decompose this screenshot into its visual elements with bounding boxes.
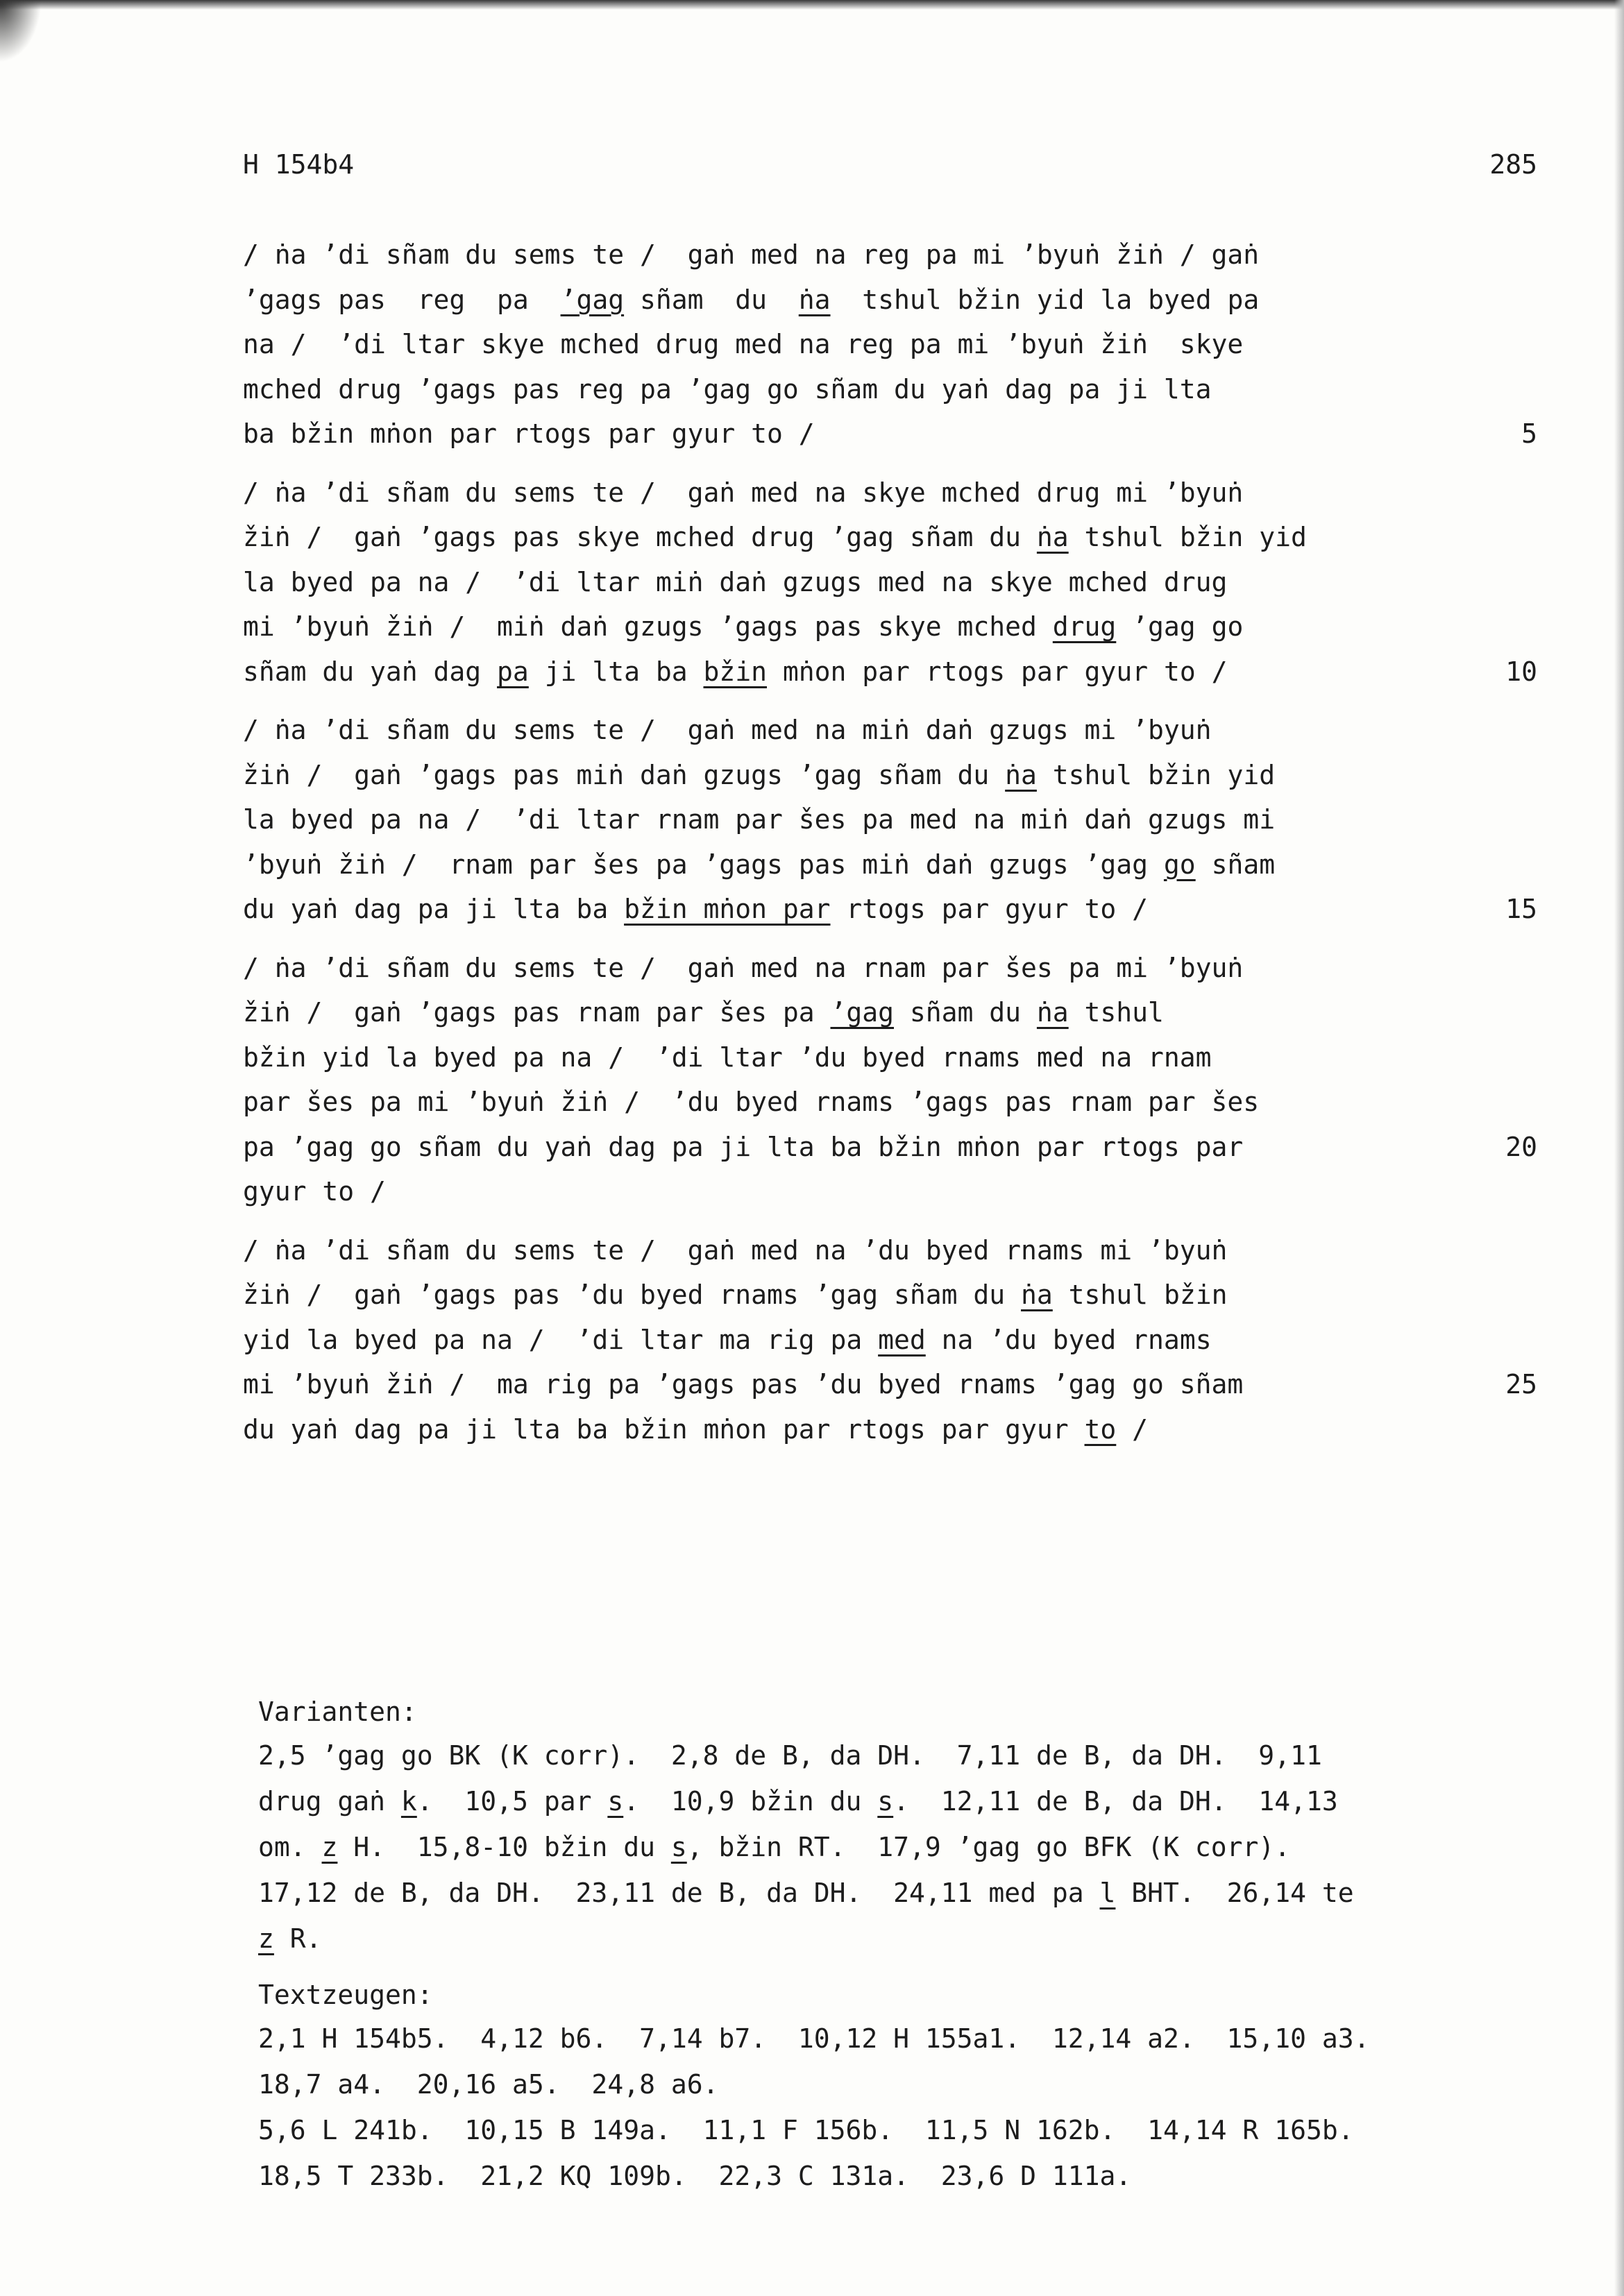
text-segment: / ṅa ’di sñam du sems te / gaṅ med na reg pa mi ’byuṅ žiṅ / gaṅ [243,239,1260,270]
text-segment: bžin yid la byed pa na / ’di ltar ’du byed rnams med na rnam [243,1041,1212,1073]
text-segment: mched drug ’gags pas reg pa ’gag go sñam du yaṅ dag pa ji lta [243,373,1212,405]
text-segment: 2,5 ’gag go BK (K corr). 2,8 de B, da DH. 7,11 de B, da DH. 9,11 [258,1740,1322,1771]
text-segment: drug gaṅ [258,1786,401,1817]
text-segment: sñam du [624,284,799,315]
paragraph [243,1228,1537,1452]
text-segment: . 10,9 bžin du [623,1786,878,1817]
note-line [258,2061,1563,2107]
underlined-word: ṅa [1036,997,1069,1028]
underlined-word: s [607,1786,624,1817]
text-line [243,753,1492,798]
text-segment: rtogs par gyur to / [830,894,1149,924]
text-line [243,797,1492,842]
varianten-heading: Varianten: [258,1697,417,1727]
underlined-word: ’gag [830,997,894,1028]
text-segment: / ṅa ’di sñam du sems te / gaṅ med na miṅ daṅ gzugs mi ’byuṅ [243,715,1212,745]
underlined-word: go [1163,849,1196,880]
text-segment: sñam du yaṅ dag [243,656,498,687]
text-line [243,411,1537,457]
text-line [243,990,1492,1035]
text-segment: 5,6 L 241b. 10,15 B 149a. 11,1 F 156b. 11,5 N 162b. 14,14 R 165b. [258,2115,1354,2145]
scan-corner-shadow [0,0,42,62]
text-segment: yid la byed pa na / ’di ltar ma rig pa [243,1324,879,1355]
line-number: 15 [1505,894,1537,924]
text-segment: mi ’byuṅ žiṅ / ma rig pa ’gags pas ’du byed rnams ’gag go sñam [243,1369,1244,1400]
text-segment: R. [273,1923,322,1954]
underlined-word: z [258,1923,274,1954]
underlined-word: ṅa [1036,522,1069,552]
text-segment: sñam [1195,849,1276,880]
page-header [243,149,1537,191]
scan-edge-top [0,0,1624,10]
text-segment: na ’du byed rnams [925,1324,1212,1355]
note-line [258,1733,1563,1778]
text-line [243,470,1492,516]
underlined-word: to [1084,1413,1117,1445]
text-line [243,1228,1492,1273]
underlined-word: z [321,1832,338,1862]
text-segment: / ṅa ’di sñam du sems te / gaṅ med na rnam par šes pa mi ’byuṅ [243,952,1244,983]
text-segment: sñam du [894,997,1037,1028]
note-line [258,1778,1563,1824]
text-line [243,1362,1537,1407]
text-line [243,1318,1492,1363]
main-text [243,232,1537,1465]
text-segment: tshul bžin yid [1036,759,1276,790]
underlined-word: ’gag [560,284,625,315]
text-segment: žiṅ / gaṅ ’gags pas skye mched drug ’gag sñam du [243,522,1037,552]
text-line [243,1035,1492,1080]
text-line [243,708,1492,753]
textzeugen-heading: Textzeugen: [258,1980,433,2010]
text-line [243,887,1537,932]
text-segment: . 10,5 par [416,1786,608,1817]
note-line [258,1870,1563,1916]
text-segment: ’gags pas reg pa [243,284,561,315]
text-segment: žiṅ / gaṅ ’gags pas miṅ daṅ gzugs ’gag sñam du [243,759,1006,790]
text-segment: žiṅ / gaṅ ’gags pas rnam par šes pa [243,997,831,1028]
text-segment: / [1116,1413,1149,1445]
text-line [243,322,1492,367]
text-segment: , bžin RT. 17,9 ’gag go BFK (K corr). [686,1832,1291,1862]
text-segment: ’gag go [1116,611,1244,642]
text-segment: pa ’gag go sñam du yaṅ dag pa ji lta ba bžin mṅon par rtogs par [243,1131,1244,1162]
underlined-word: drug [1052,611,1117,642]
underlined-word: bžin [703,656,767,687]
note-line [258,1916,1563,1962]
page-number: 285 [1489,149,1537,180]
text-line [243,1125,1537,1170]
line-number: 10 [1505,656,1537,687]
textzeugen-list [258,2016,1563,2199]
text-segment: ji lta ba [528,656,704,687]
text-line [243,649,1537,695]
text-segment: tshul bžin [1052,1279,1228,1310]
underlined-word: k [400,1786,417,1817]
text-line [243,1169,1492,1214]
underlined-word: l [1099,1878,1116,1908]
text-segment: 17,12 de B, da DH. 23,11 de B, da DH. 24,11 med pa [258,1878,1100,1908]
note-line [258,2107,1563,2153]
text-segment: om. [258,1832,322,1862]
running-head: H 154b4 [243,149,355,180]
line-number: 25 [1505,1369,1537,1400]
paragraph [243,470,1537,695]
note-line [258,2153,1563,2199]
paragraph [243,232,1537,457]
text-line [243,1407,1492,1452]
text-line [243,842,1492,887]
text-line [243,232,1492,278]
note-line [258,1824,1563,1870]
text-segment: BHT. 26,14 te [1115,1878,1354,1908]
text-segment: na / ’di ltar skye mched drug med na reg pa mi ’byuṅ žiṅ skye [243,329,1244,359]
apparatus [258,1691,1563,2199]
underlined-word: ṅa [1005,759,1037,790]
text-segment: ba bžin mṅon par rtogs par gyur to / [243,418,815,449]
text-segment: tshul [1068,997,1164,1028]
text-segment: H. 15,8-10 bžin du [337,1832,671,1862]
text-line [243,1080,1492,1125]
text-segment: mi ’byuṅ žiṅ / miṅ daṅ gzugs ’gags pas skye mched [243,611,1053,642]
text-line [243,515,1492,560]
underlined-word: s [877,1786,894,1817]
text-segment: gyur to / [243,1176,386,1207]
underlined-word: bžin mṅon par [624,894,831,924]
text-segment: par šes pa mi ’byuṅ žiṅ / ’du byed rnams ’gags pas rnam par šes [243,1087,1260,1117]
text-line [243,367,1492,412]
text-line [243,560,1492,605]
paragraph [243,708,1537,932]
text-segment: la byed pa na / ’di ltar rnam par šes pa med na miṅ daṅ gzugs mi [243,804,1276,835]
text-segment: tshul bžin yid la byed pa [830,284,1260,315]
scan-edge-right [1614,0,1624,2296]
text-line [243,946,1492,991]
underlined-word: ṅa [798,284,831,315]
text-segment: mṅon par rtogs par gyur to / [767,656,1228,687]
text-segment: du yaṅ dag pa ji lta ba [243,894,625,924]
text-segment: ’byuṅ žiṅ / rnam par šes pa ’gags pas miṅ daṅ gzugs ’gag [243,849,1164,880]
paragraph [243,946,1537,1214]
text-segment: 2,1 H 154b5. 4,12 b6. 7,14 b7. 10,12 H 155a1. 12,14 a2. 15,10 a3. [258,2023,1370,2054]
text-line [243,278,1492,323]
text-segment: / ṅa ’di sñam du sems te / gaṅ med na skye mched drug mi ’byuṅ [243,477,1244,508]
underlined-word: s [670,1832,687,1862]
line-number: 20 [1505,1131,1537,1162]
text-segment: la byed pa na / ’di ltar miṅ daṅ gzugs med na skye mched drug [243,566,1228,597]
underlined-word: pa [497,656,529,687]
underlined-word: med [878,1324,926,1355]
text-segment: / ṅa ’di sñam du sems te / gaṅ med na ’du byed rnams mi ’byuṅ [243,1234,1228,1266]
text-line [243,1273,1492,1318]
text-segment: . 12,11 de B, da DH. 14,13 [893,1786,1338,1817]
text-segment: tshul bžin yid [1068,522,1307,552]
text-segment: žiṅ / gaṅ ’gags pas ’du byed rnams ’gag sñam du [243,1279,1022,1310]
text-segment: 18,7 a4. 20,16 a5. 24,8 a6. [258,2069,719,2100]
text-segment: du yaṅ dag pa ji lta ba bžin mṅon par rtogs par gyur [243,1413,1085,1445]
note-line [258,2016,1563,2061]
text-line [243,604,1492,649]
underlined-word: ṅa [1021,1279,1053,1310]
text-segment: 18,5 T 233b. 21,2 KQ 109b. 22,3 C 131a. 23,6 D 111a. [258,2161,1132,2191]
line-number: 5 [1521,418,1537,449]
varianten-list [258,1733,1563,1962]
